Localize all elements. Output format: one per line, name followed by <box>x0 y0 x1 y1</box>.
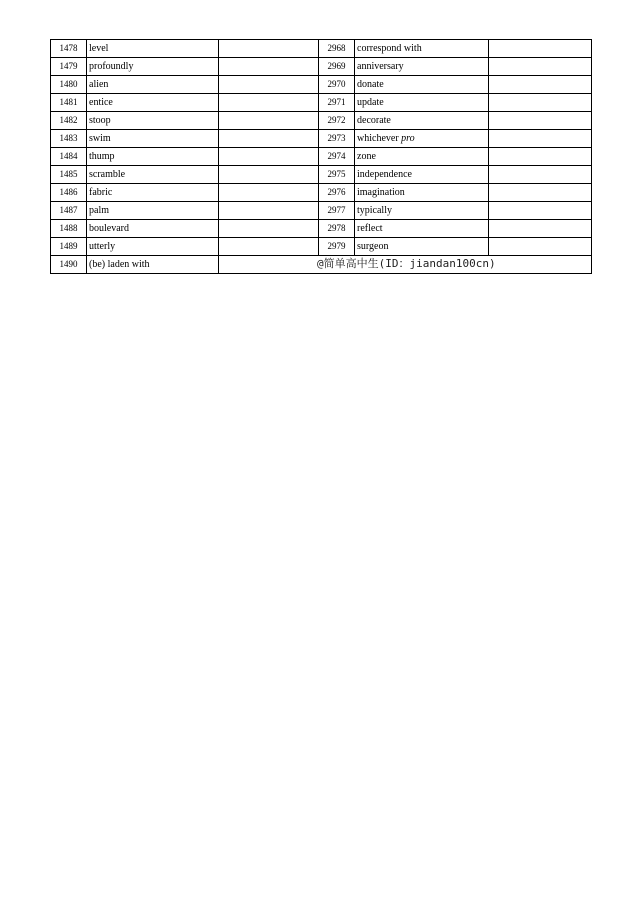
entry-word: donate <box>355 76 489 94</box>
entry-number: 1482 <box>51 112 87 130</box>
table-row <box>51 76 592 94</box>
table-row <box>51 130 592 148</box>
answer-cell <box>489 112 592 130</box>
entry-number: 1480 <box>51 76 87 94</box>
entry-number: 2976 <box>319 184 355 202</box>
entry-word: reflect <box>355 220 489 238</box>
entry-number: 1485 <box>51 166 87 184</box>
entry-word <box>355 130 489 148</box>
table-row <box>51 220 592 238</box>
answer-cell <box>489 94 592 112</box>
answer-cell <box>489 40 592 58</box>
entry-word: stoop <box>87 112 219 130</box>
answer-cell <box>219 58 319 76</box>
table-row <box>51 166 592 184</box>
table-row <box>51 256 592 274</box>
vocabulary-table <box>50 39 592 274</box>
entry-number: 2970 <box>319 76 355 94</box>
entry-number: 1486 <box>51 184 87 202</box>
entry-number: 2975 <box>319 166 355 184</box>
entry-number: 1483 <box>51 130 87 148</box>
answer-cell <box>219 40 319 58</box>
entry-word: correspond with <box>355 40 489 58</box>
answer-cell <box>219 166 319 184</box>
part-of-speech-tag: pro <box>401 133 415 144</box>
table-row <box>51 148 592 166</box>
entry-number: 1488 <box>51 220 87 238</box>
entry-number: 1481 <box>51 94 87 112</box>
answer-cell <box>489 238 592 256</box>
entry-word: update <box>355 94 489 112</box>
answer-cell <box>489 58 592 76</box>
answer-cell <box>489 220 592 238</box>
entry-word: alien <box>87 76 219 94</box>
entry-word: thump <box>87 148 219 166</box>
answer-cell <box>489 166 592 184</box>
table-row <box>51 112 592 130</box>
answer-cell <box>489 202 592 220</box>
answer-cell <box>489 76 592 94</box>
watermark-text: @简单高中生(ID：jiandan100cn) <box>317 257 496 270</box>
entry-number: 1487 <box>51 202 87 220</box>
entry-number: 2974 <box>319 148 355 166</box>
entry-word: independence <box>355 166 489 184</box>
entry-word: zone <box>355 148 489 166</box>
entry-word: fabric <box>87 184 219 202</box>
watermark-cell <box>219 256 592 274</box>
answer-cell <box>219 238 319 256</box>
answer-cell <box>219 184 319 202</box>
answer-cell <box>219 130 319 148</box>
entry-word: decorate <box>355 112 489 130</box>
entry-word-text: whichever <box>357 133 399 144</box>
entry-number: 1490 <box>51 256 87 274</box>
answer-cell <box>219 112 319 130</box>
entry-number: 1489 <box>51 238 87 256</box>
entry-word: level <box>87 40 219 58</box>
answer-cell <box>219 220 319 238</box>
table-row <box>51 58 592 76</box>
table-row <box>51 94 592 112</box>
answer-cell <box>219 202 319 220</box>
entry-number: 2978 <box>319 220 355 238</box>
entry-word: scramble <box>87 166 219 184</box>
entry-number: 2972 <box>319 112 355 130</box>
answer-cell <box>489 184 592 202</box>
entry-word: (be) laden with <box>87 256 219 274</box>
entry-word: typically <box>355 202 489 220</box>
table-row <box>51 238 592 256</box>
entry-word: profoundly <box>87 58 219 76</box>
entry-word: utterly <box>87 238 219 256</box>
answer-cell <box>489 130 592 148</box>
entry-word: palm <box>87 202 219 220</box>
table-row <box>51 202 592 220</box>
answer-cell <box>219 148 319 166</box>
entry-word: entice <box>87 94 219 112</box>
entry-word: surgeon <box>355 238 489 256</box>
entry-word: swim <box>87 130 219 148</box>
answer-cell <box>489 148 592 166</box>
entry-word: imagination <box>355 184 489 202</box>
entry-number: 1479 <box>51 58 87 76</box>
entry-number: 2971 <box>319 94 355 112</box>
answer-cell <box>219 76 319 94</box>
table-row <box>51 184 592 202</box>
entry-word: anniversary <box>355 58 489 76</box>
entry-number: 2979 <box>319 238 355 256</box>
entry-number: 2977 <box>319 202 355 220</box>
entry-number: 2969 <box>319 58 355 76</box>
entry-number: 1478 <box>51 40 87 58</box>
answer-cell <box>219 94 319 112</box>
entry-number: 2973 <box>319 130 355 148</box>
entry-number: 2968 <box>319 40 355 58</box>
table-row <box>51 40 592 58</box>
entry-word: boulevard <box>87 220 219 238</box>
entry-number: 1484 <box>51 148 87 166</box>
